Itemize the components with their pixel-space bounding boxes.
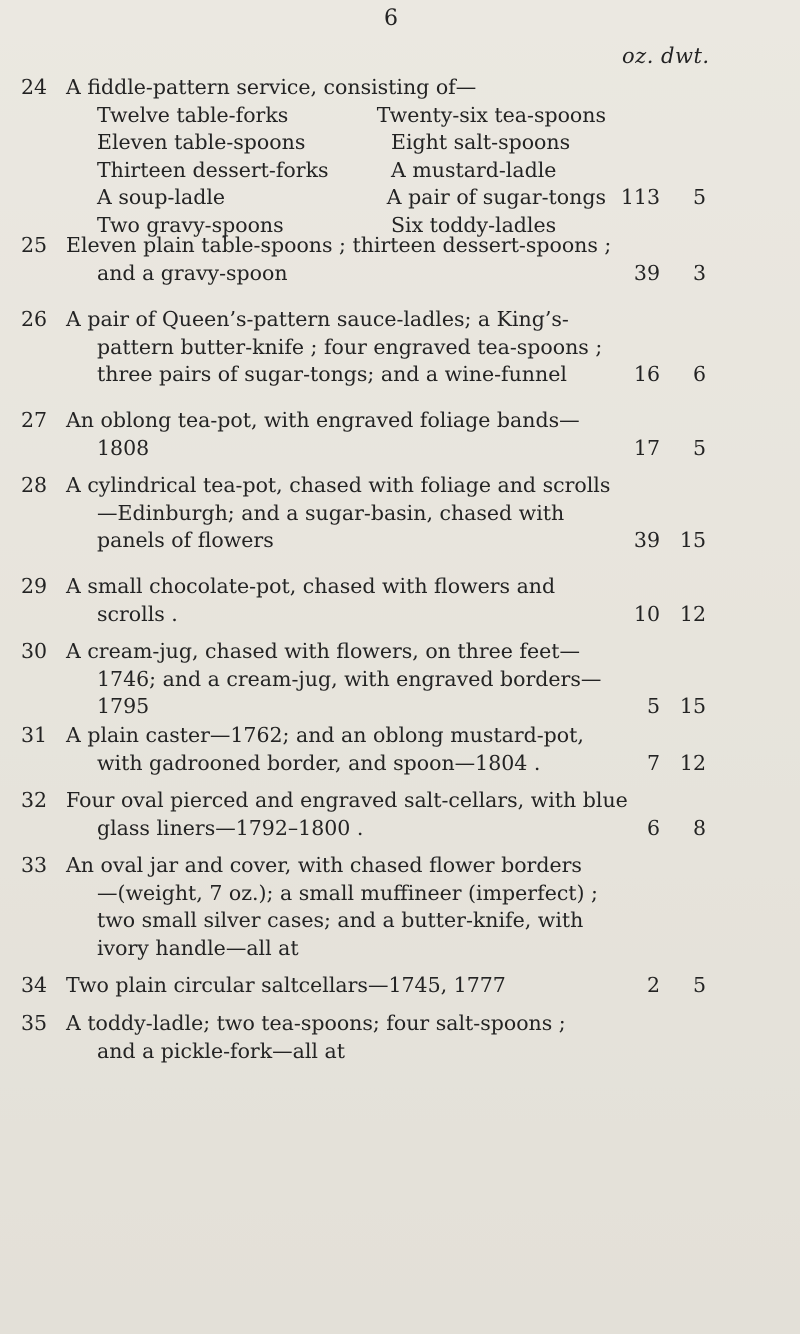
weight-oz: 39 [633,260,660,285]
lot-text-line: —(weight, 7 oz.); a small muffineer (imperfect) ; [97,880,598,905]
lot-text-line: and a gravy-spoon [97,260,288,285]
weight-oz: 7 [646,750,660,775]
lot-text-line: A cream-jug, chased with flowers, on three feet— [66,639,581,663]
lot-text-line: —Edinburgh; and a sugar-basin, chased with [97,500,565,525]
lot-number: 31 [21,723,48,747]
weight-unit-header: oz. dwt. [622,44,710,68]
lot-text-line: with gadrooned border, and spoon—1804 . [97,750,541,775]
weight-oz: 6 [646,815,660,840]
lot-text-line: 1808 [97,435,150,460]
lot-number: 24 [21,75,48,99]
lot-text-line: 1795 [97,694,150,718]
lot-text-line: 1746; and a cream-jug, with engraved borders— [97,666,602,691]
weight-oz: 113 [620,185,660,209]
item-left: A soup-ladle [97,185,226,209]
item-left: Thirteen dessert-forks [97,157,329,182]
weight-dwt: 5 [692,435,706,460]
lot-number: 25 [21,233,48,257]
lot-text-line: A plain caster—1762; and an oblong mustard-pot, [66,723,584,747]
weight-dwt: 8 [692,815,706,840]
lot-number: 34 [21,973,48,997]
lot-number: 35 [21,1011,48,1035]
item-right: A pair of sugar-tongs [386,185,606,209]
weight-dwt: 15 [679,528,706,552]
weight-dwt: 5 [692,973,706,997]
item-left: Two gravy-spoons [97,212,284,237]
lot-text-line: Eleven plain table-spoons ; thirteen dessert-spoons ; [66,233,612,257]
lot-text-line: three pairs of sugar-tongs; and a wine-funnel [97,362,567,386]
lot-text-line: An oblong tea-pot, with engraved foliage bands— [66,408,580,432]
lot-number: 32 [21,788,48,812]
weight-oz: 5 [646,694,660,718]
item-left: Eleven table-spoons [97,130,306,154]
lot-text-line: A small chocolate-pot, chased with flowers and [66,574,556,598]
lot-text-line: ivory handle—all at [97,935,299,960]
lot-number: 30 [21,639,48,663]
lot-number: 33 [21,853,48,877]
lot-number: 28 [21,473,48,497]
lot-text-line: A fiddle-pattern service, consisting of— [66,75,477,99]
weight-dwt: 6 [692,362,706,386]
lot-text-line: pattern butter-knife ; four engraved tea-spoons ; [97,334,603,359]
lot-number: 26 [21,307,48,331]
item-right: Eight salt-spoons [391,130,571,154]
weight-dwt: 12 [679,750,706,775]
weight-oz: 17 [633,435,660,460]
weight-oz: 10 [633,601,660,626]
lot-text-line: glass liners—1792–1800 . [97,815,364,840]
lot-number: 29 [21,574,48,598]
weight-dwt: 12 [679,601,706,626]
item-right: Twenty-six tea-spoons [376,102,606,127]
item-right: Six toddy-ladles [391,212,557,237]
lot-text-line: Two plain circular saltcellars—1745, 1777 [66,973,506,997]
lot-number: 27 [21,408,48,432]
page-number: 6 [384,6,398,31]
lot-text-line: A cylindrical tea-pot, chased with foliage and scrolls [66,473,611,497]
weight-oz: 2 [646,973,660,997]
weight-oz: 16 [633,362,660,386]
lot-text-line: panels of flowers [97,528,274,552]
item-right: A mustard-ladle [391,157,557,182]
lot-text-line: A pair of Queen’s-pattern sauce-ladles; a King’s- [66,307,569,331]
weight-dwt: 3 [692,260,706,285]
weight-dwt: 5 [692,185,706,209]
lot-text-line: scrolls . [97,601,178,626]
lot-text-line: two small silver cases; and a butter-knife, with [97,908,584,932]
item-left: Twelve table-forks [97,102,289,127]
lot-text-line: An oval jar and cover, with chased flower borders [66,853,582,877]
lot-text-line: A toddy-ladle; two tea-spoons; four salt-spoons ; [66,1011,566,1035]
weight-oz: 39 [633,528,660,552]
lot-text-line: Four oval pierced and engraved salt-cellars, with blue [66,788,628,812]
weight-dwt: 15 [679,694,706,718]
lot-text-line: and a pickle-fork—all at [97,1038,345,1063]
